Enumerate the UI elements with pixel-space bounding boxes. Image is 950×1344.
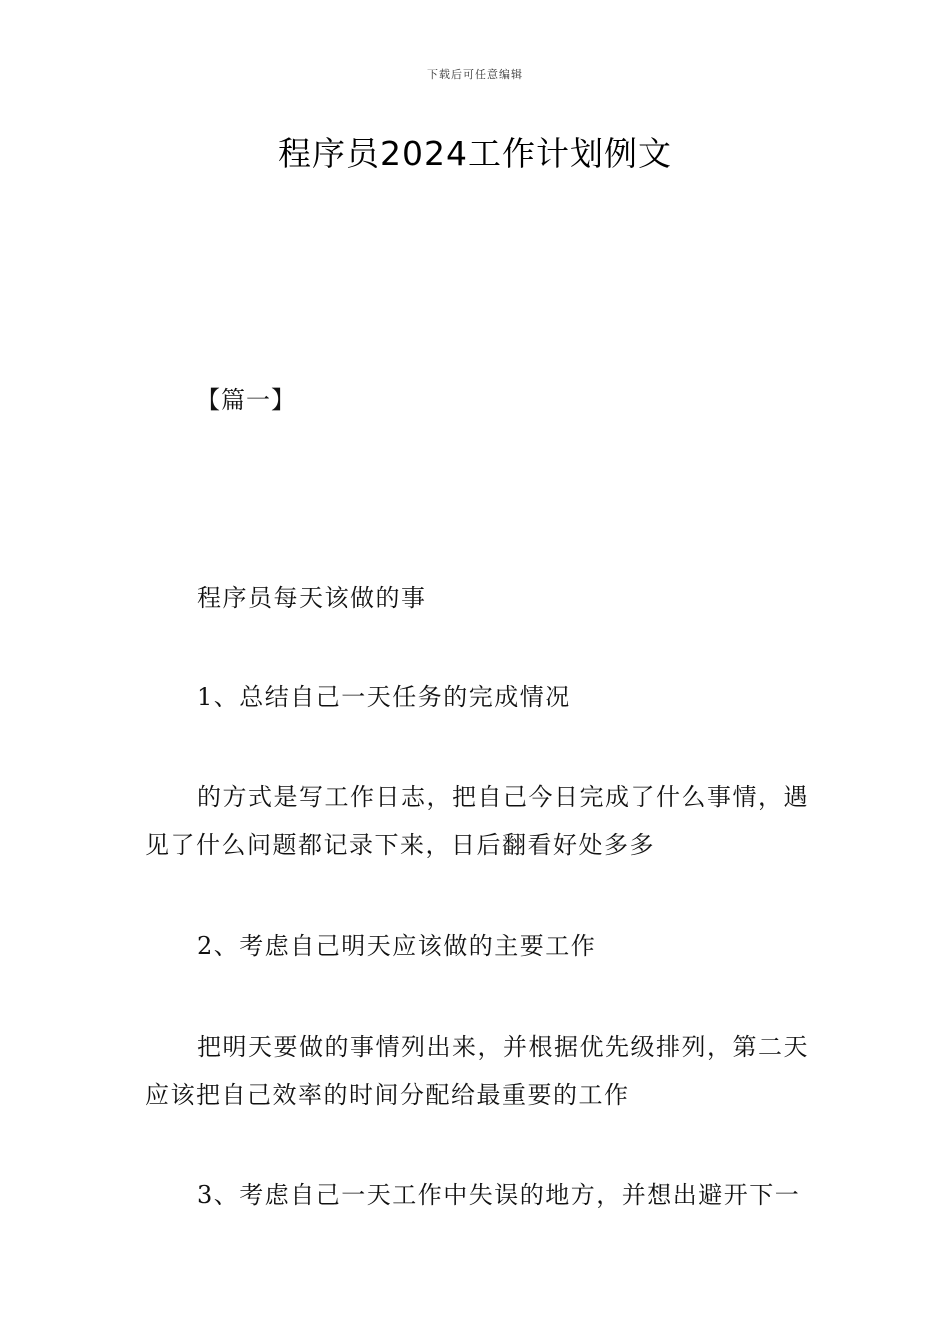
document-title: 程序员2024工作计划例文 (278, 134, 672, 173)
paragraph-5: 把明天要做的事情列出来，并根据优先级排列，第二天应该把自己效率的时间分配给最重要的工作 (145, 1033, 809, 1109)
section-label: 【篇一】 (196, 386, 296, 414)
paragraph-3: 的方式是写工作日志，把自己今日完成了什么事情，遇见了什么问题都记录下来，日后翻看好处多多 (145, 783, 809, 859)
paragraph-4: 2、考虑自己明天应该做的主要工作 (197, 932, 597, 960)
header-note: 下载后可任意编辑 (427, 68, 523, 81)
paragraph-1: 程序员每天该做的事 (197, 584, 427, 612)
paragraph-2: 1、总结自己一天任务的完成情况 (197, 683, 571, 711)
paragraph-6: 3、考虑自己一天工作中失误的地方，并想出避开下一 (197, 1181, 801, 1209)
